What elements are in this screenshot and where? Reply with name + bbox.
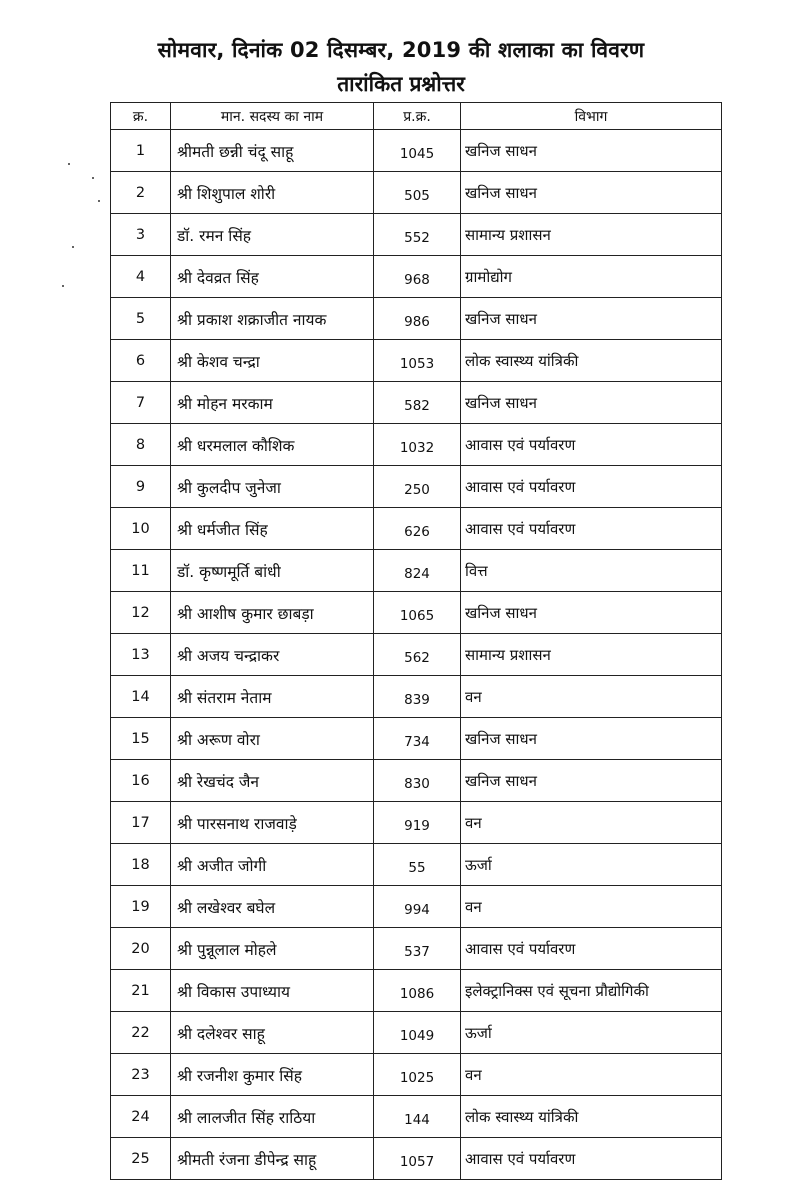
question-number-cell: 1057: [374, 1138, 461, 1180]
serial-cell: 18: [111, 844, 171, 886]
scan-speck: [98, 200, 100, 202]
serial-cell: 24: [111, 1096, 171, 1138]
department-cell: आवास एवं पर्यावरण: [461, 928, 722, 970]
department-cell: इलेक्ट्रानिक्स एवं सूचना प्रौद्योगिकी: [461, 970, 722, 1012]
question-number-cell: 994: [374, 886, 461, 928]
table-row: [111, 802, 722, 844]
department-cell: खनिज साधन: [461, 718, 722, 760]
department-cell: आवास एवं पर्यावरण: [461, 424, 722, 466]
table-row: [111, 676, 722, 718]
member-name-cell: श्री विकास उपाध्याय: [171, 970, 374, 1012]
question-number-cell: 144: [374, 1096, 461, 1138]
serial-cell: 21: [111, 970, 171, 1012]
column-header-member-name: मान. सदस्य का नाम: [171, 103, 374, 130]
serial-cell: 12: [111, 592, 171, 634]
question-number-cell: 968: [374, 256, 461, 298]
serial-cell: 22: [111, 1012, 171, 1054]
member-name-cell: श्री पुन्नूलाल मोहले: [171, 928, 374, 970]
member-name-cell: श्री रजनीश कुमार सिंह: [171, 1054, 374, 1096]
member-name-cell: श्रीमती छन्नी चंदू साहू: [171, 130, 374, 172]
question-number-cell: 830: [374, 760, 461, 802]
table-row: [111, 844, 722, 886]
member-name-cell: श्री रेखचंद जैन: [171, 760, 374, 802]
table-row: [111, 256, 722, 298]
serial-cell: 20: [111, 928, 171, 970]
table-row: [111, 424, 722, 466]
question-number-cell: 505: [374, 172, 461, 214]
column-header-serial: क्र.: [111, 103, 171, 130]
scan-speck: [72, 246, 74, 248]
question-number-cell: 1065: [374, 592, 461, 634]
serial-cell: 16: [111, 760, 171, 802]
department-cell: वन: [461, 1054, 722, 1096]
department-cell: वन: [461, 676, 722, 718]
serial-cell: 13: [111, 634, 171, 676]
member-name-cell: श्री धर्मजीत सिंह: [171, 508, 374, 550]
question-number-cell: 537: [374, 928, 461, 970]
page-title: सोमवार, दिनांक 02 दिसम्बर, 2019 की शलाका का विवरण: [157, 38, 645, 62]
department-cell: खनिज साधन: [461, 298, 722, 340]
department-cell: खनिज साधन: [461, 382, 722, 424]
member-name-cell: श्री देवव्रत सिंह: [171, 256, 374, 298]
question-number-cell: 734: [374, 718, 461, 760]
column-header-department: विभाग: [461, 103, 722, 130]
member-name-cell: श्री आशीष कुमार छाबड़ा: [171, 592, 374, 634]
question-number-cell: 1049: [374, 1012, 461, 1054]
question-number-cell: 626: [374, 508, 461, 550]
table-row: [111, 592, 722, 634]
member-name-cell: श्री शिशुपाल शोरी: [171, 172, 374, 214]
scan-speck: [62, 285, 64, 287]
department-cell: आवास एवं पर्यावरण: [461, 508, 722, 550]
department-cell: वन: [461, 886, 722, 928]
question-number-cell: 55: [374, 844, 461, 886]
member-name-cell: श्री धरमलाल कौशिक: [171, 424, 374, 466]
serial-cell: 2: [111, 172, 171, 214]
table-row: [111, 298, 722, 340]
table-row: [111, 1138, 722, 1180]
serial-cell: 10: [111, 508, 171, 550]
member-name-cell: श्री मोहन मरकाम: [171, 382, 374, 424]
member-name-cell: डॉ. कृष्णमूर्ति बांधी: [171, 550, 374, 592]
scan-speck: [92, 177, 94, 179]
question-number-cell: 552: [374, 214, 461, 256]
member-name-cell: श्री केशव चन्द्रा: [171, 340, 374, 382]
department-cell: वन: [461, 802, 722, 844]
serial-cell: 6: [111, 340, 171, 382]
member-name-cell: डॉ. रमन सिंह: [171, 214, 374, 256]
table-row: [111, 508, 722, 550]
table-header-row: [111, 103, 722, 130]
table-row: [111, 172, 722, 214]
serial-cell: 5: [111, 298, 171, 340]
question-number-cell: 919: [374, 802, 461, 844]
table-row: [111, 760, 722, 802]
member-name-cell: श्री अजय चन्द्राकर: [171, 634, 374, 676]
serial-cell: 7: [111, 382, 171, 424]
department-cell: वित्त: [461, 550, 722, 592]
table-row: [111, 970, 722, 1012]
question-number-cell: 1032: [374, 424, 461, 466]
question-number-cell: 1025: [374, 1054, 461, 1096]
member-name-cell: श्री लखेश्वर बघेल: [171, 886, 374, 928]
serial-cell: 11: [111, 550, 171, 592]
table-row: [111, 466, 722, 508]
department-cell: खनिज साधन: [461, 172, 722, 214]
question-number-cell: 824: [374, 550, 461, 592]
question-number-cell: 1086: [374, 970, 461, 1012]
serial-cell: 15: [111, 718, 171, 760]
serial-cell: 25: [111, 1138, 171, 1180]
serial-cell: 4: [111, 256, 171, 298]
table-row: [111, 634, 722, 676]
member-name-cell: श्री कुलदीप जुनेजा: [171, 466, 374, 508]
question-number-cell: 250: [374, 466, 461, 508]
table-row: [111, 1012, 722, 1054]
department-cell: ऊर्जा: [461, 844, 722, 886]
table-row: [111, 928, 722, 970]
table-row: [111, 340, 722, 382]
serial-cell: 8: [111, 424, 171, 466]
table-row: [111, 550, 722, 592]
department-cell: आवास एवं पर्यावरण: [461, 466, 722, 508]
department-cell: ऊर्जा: [461, 1012, 722, 1054]
page-subtitle: तारांकित प्रश्नोत्तर: [337, 72, 465, 96]
department-cell: खनिज साधन: [461, 130, 722, 172]
question-number-cell: 1053: [374, 340, 461, 382]
question-number-cell: 1045: [374, 130, 461, 172]
question-number-cell: 562: [374, 634, 461, 676]
department-cell: खनिज साधन: [461, 592, 722, 634]
table-row: [111, 130, 722, 172]
serial-cell: 17: [111, 802, 171, 844]
department-cell: ग्रामोद्योग: [461, 256, 722, 298]
department-cell: आवास एवं पर्यावरण: [461, 1138, 722, 1180]
member-name-cell: श्री दलेश्वर साहू: [171, 1012, 374, 1054]
serial-cell: 9: [111, 466, 171, 508]
scan-speck: [68, 163, 70, 165]
table-row: [111, 382, 722, 424]
serial-cell: 14: [111, 676, 171, 718]
member-name-cell: श्री लालजीत सिंह राठिया: [171, 1096, 374, 1138]
column-header-question-number: प्र.क्र.: [374, 103, 461, 130]
table-row: [111, 886, 722, 928]
table-row: [111, 1096, 722, 1138]
department-cell: लोक स्वास्थ्य यांत्रिकी: [461, 340, 722, 382]
department-cell: सामान्य प्रशासन: [461, 214, 722, 256]
table-row: [111, 718, 722, 760]
member-name-cell: श्री अजीत जोगी: [171, 844, 374, 886]
department-cell: लोक स्वास्थ्य यांत्रिकी: [461, 1096, 722, 1138]
department-cell: सामान्य प्रशासन: [461, 634, 722, 676]
serial-cell: 19: [111, 886, 171, 928]
member-name-cell: श्री संतराम नेताम: [171, 676, 374, 718]
serial-cell: 23: [111, 1054, 171, 1096]
member-name-cell: श्री प्रकाश शक्राजीत नायक: [171, 298, 374, 340]
department-cell: खनिज साधन: [461, 760, 722, 802]
question-number-cell: 582: [374, 382, 461, 424]
serial-cell: 3: [111, 214, 171, 256]
table-row: [111, 214, 722, 256]
member-name-cell: श्री पारसनाथ राजवाड़े: [171, 802, 374, 844]
member-name-cell: श्री अरूण वोरा: [171, 718, 374, 760]
table-row: [111, 1054, 722, 1096]
serial-cell: 1: [111, 130, 171, 172]
questions-table: [110, 102, 722, 1180]
member-name-cell: श्रीमती रंजना डीपेन्द्र साहू: [171, 1138, 374, 1180]
question-number-cell: 839: [374, 676, 461, 718]
question-number-cell: 986: [374, 298, 461, 340]
